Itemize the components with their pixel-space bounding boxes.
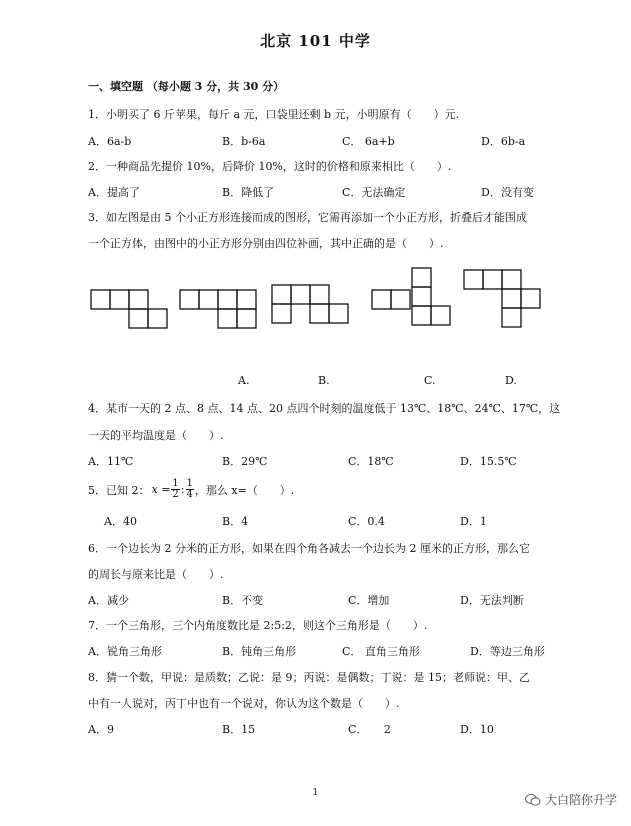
q6-option-a: A．减少 (88, 594, 129, 607)
question-6-line-1: 6．一个边长为 2 分米的正方形，如果在四个角各减去一个边长为 2 厘米的正方形，那么它 (88, 542, 530, 555)
q4-option-b: B．29℃ (222, 455, 268, 468)
q7-option-c: C． 直角三角形 (342, 645, 420, 658)
q8-option-a: A．9 (88, 723, 114, 736)
wechat-icon (525, 793, 541, 807)
q1-option-a: A．6a-b (88, 135, 132, 148)
question-3-line-2: 一个正方体，由图中的小正方形分别由四位补画，其中正确的是（ ）. (88, 237, 444, 250)
q1-option-d: D．6b-a (481, 135, 526, 148)
q5-suffix: ，那么 x=（ ）. (194, 483, 295, 497)
q8-option-c: C． 2 (348, 723, 391, 736)
original-net (91, 290, 167, 328)
q7-option-a: A．锐角三角形 (88, 645, 162, 658)
q5-option-d: D．1 (460, 515, 487, 528)
page-title: 北京 101 中学 (260, 32, 371, 50)
cube-net-figures (0, 0, 631, 400)
page-number: 1 (312, 788, 319, 798)
q2-option-b: B．降低了 (222, 186, 275, 199)
net-option-c (372, 268, 450, 325)
question-1: 1．小明买了 6 斤苹果，每斤 a 元，口袋里还剩 b 元，小明原有（ ）元. (88, 108, 460, 121)
question-5 (88, 479, 294, 500)
fig-label-c: C. (424, 374, 436, 387)
question-4-line-2: 一天的平均温度是（ ）. (88, 429, 224, 442)
fig-label-a: A. (238, 374, 250, 387)
q2-option-c: C．无法确定 (342, 186, 406, 199)
q7-option-d: D．等边三角形 (470, 645, 545, 658)
fig-label-b: B. (318, 374, 330, 387)
q5-x-equals: x = (151, 483, 171, 496)
q5-prefix: 5．已知 2： (88, 483, 150, 497)
watermark-text: 大白陪你升学 (544, 793, 617, 807)
q6-option-b: B．不变 (222, 594, 264, 607)
q4-option-c: C．18℃ (348, 455, 394, 468)
q5-option-a: A．40 (104, 515, 137, 528)
question-2: 2．一种商品先提价 10%，后降价 10%，这时的价格和原来相比（ ）. (88, 160, 452, 173)
question-4-line-1: 4．某市一天的 2 点、8 点、14 点、20 点四个时刻的温度低于 13℃、18℃、24℃、17℃，这 (88, 402, 561, 415)
section-heading: 一、填空题 （每小题 3 分，共 30 分） (88, 80, 285, 93)
question-6-line-2: 的周长与原来比是（ ）. (88, 568, 224, 581)
q4-option-d: D．15.5℃ (460, 455, 517, 468)
q5-colon: : (180, 483, 185, 496)
q8-option-b: B．15 (222, 723, 256, 736)
q1-option-b: B．b-6a (222, 135, 266, 148)
question-7: 7．一个三角形，三个内角度数比是 2:5:2，则这个三角形是（ ）. (88, 619, 428, 632)
net-option-b (272, 285, 348, 323)
question-3-line-1: 3．如左图是由 5 个小正方形连接而成的图形，它需再添加一个小正方形，折叠后才能围成 (88, 211, 527, 224)
q4-option-a: A．11℃ (88, 455, 134, 468)
q6-option-d: D．无法判断 (460, 594, 524, 607)
question-8-line-1: 8．猜一个数，甲说：是质数；乙说：是 9；丙说：是偶数；丁说：是 15；老师说：甲、乙 (88, 671, 530, 684)
q5-option-b: B．4 (222, 515, 249, 528)
net-option-a (180, 290, 256, 328)
fig-label-d: D. (505, 374, 517, 387)
q1-option-c: C． 6a+b (342, 135, 395, 148)
q6-option-c: C．增加 (348, 594, 390, 607)
q5-fraction-1: $\frac{1}{2}$ (172, 478, 179, 500)
q5-option-c: C．0.4 (348, 515, 385, 528)
question-8-line-2: 中有一人说对，丙丁中也有一个说对，你认为这个数是（ ）. (88, 697, 400, 710)
net-option-d (464, 270, 540, 327)
q2-option-a: A．提高了 (88, 186, 140, 199)
watermark (525, 791, 617, 808)
q5-fraction-2: $\frac{1}{4}$ (186, 478, 193, 500)
q7-option-b: B．钝角三角形 (222, 645, 297, 658)
q2-option-d: D．没有变 (481, 186, 534, 199)
q8-option-d: D．10 (460, 723, 494, 736)
